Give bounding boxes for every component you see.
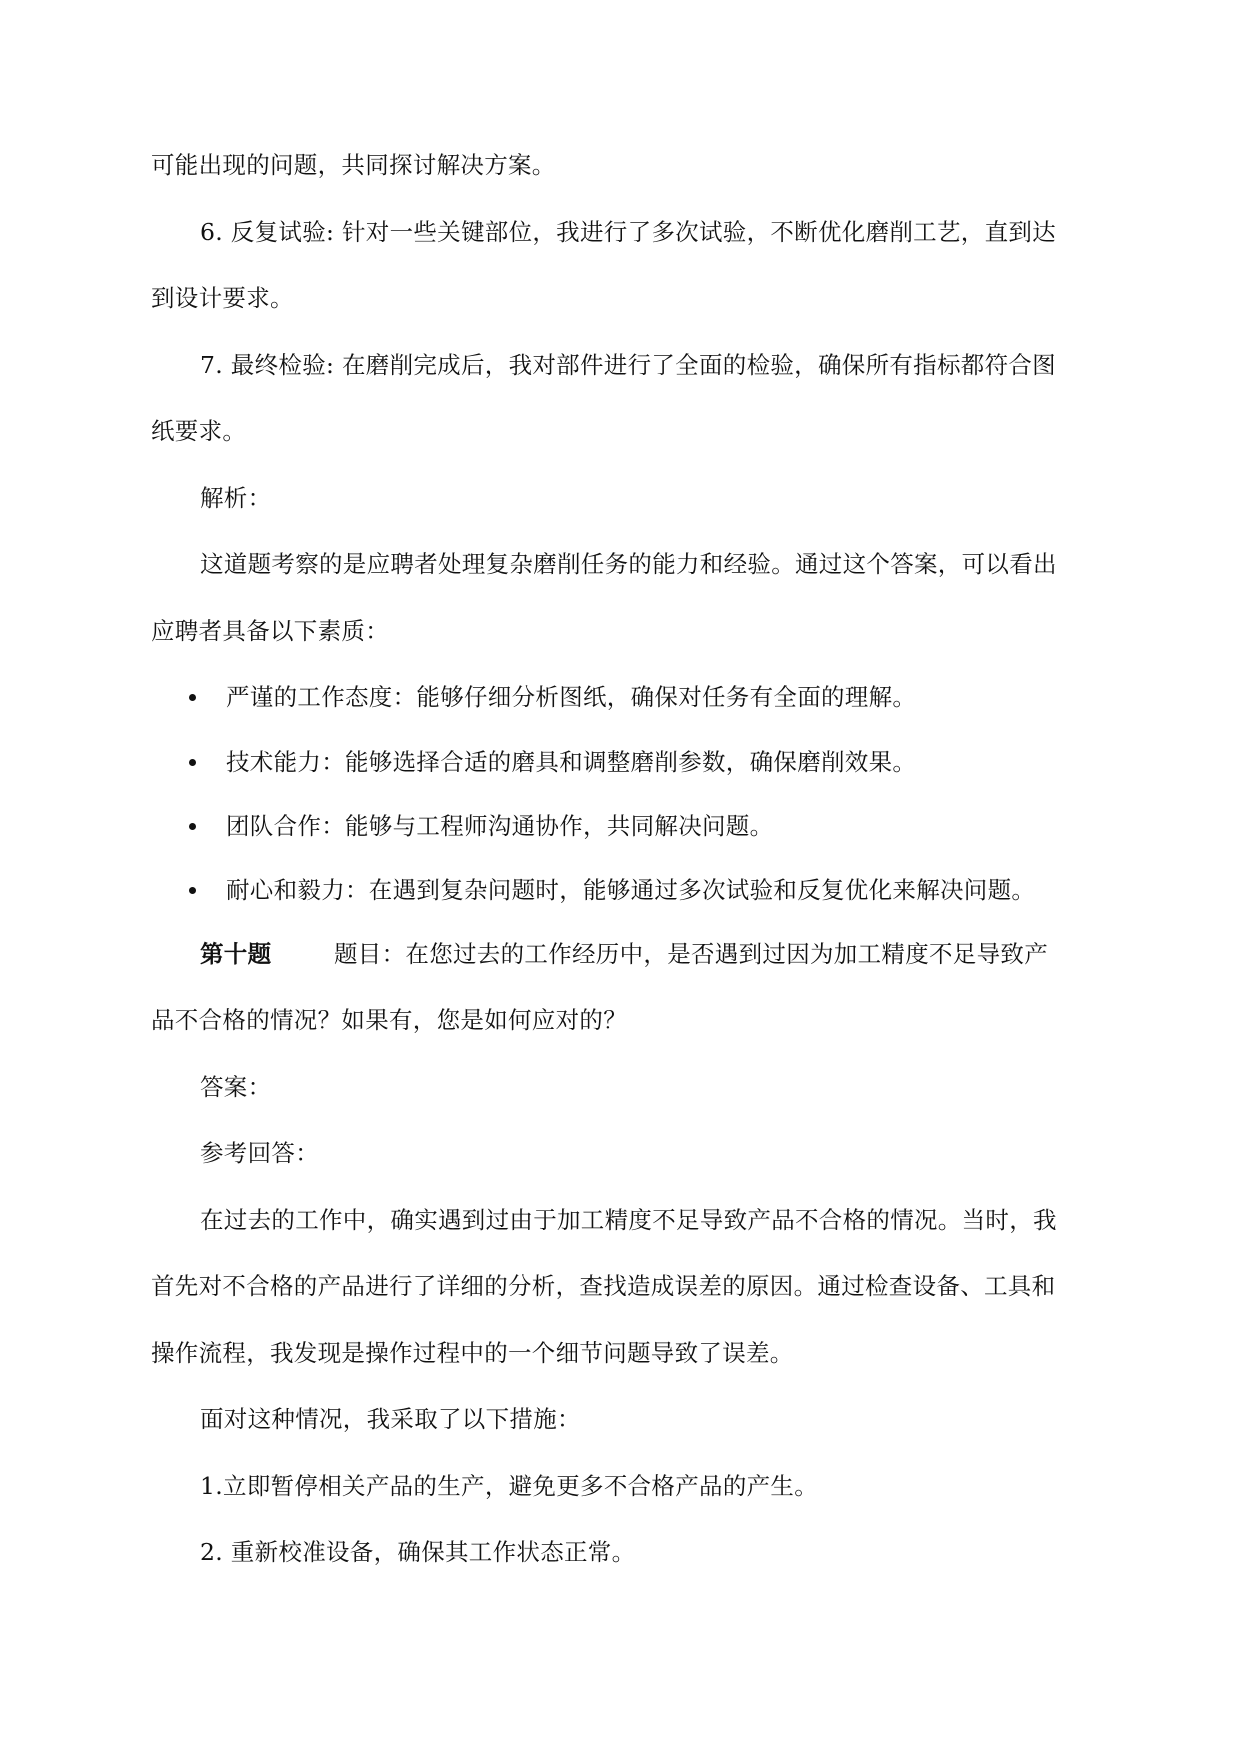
paragraph-line: 操作流程，我发现是操作过程中的一个细节问题导致了误差。 [151, 1339, 794, 1367]
measure-2-line: 2. 重新校准设备，确保其工作状态正常。 [200, 1538, 636, 1566]
paragraph-line: 纸要求。 [151, 417, 247, 445]
step-6-line: 6. 反复试验: 针对一些关键部位，我进行了多次试验，不断优化磨削工艺，直到达 [200, 218, 1056, 246]
paragraph-line: 到设计要求。 [151, 284, 294, 312]
paragraph-line: 首先对不合格的产品进行了详细的分析，查找造成误差的原因。通过检查设备、工具和 [151, 1272, 1056, 1300]
document-page [151, 0, 1095, 1754]
bullet-text: 技术能力：能够选择合适的磨具和调整磨削参数，确保磨削效果。 [226, 748, 917, 776]
paragraph-line: 面对这种情况，我采取了以下措施： [200, 1405, 581, 1433]
bullet-text: 耐心和毅力：在遇到复杂问题时，能够通过多次试验和反复优化来解决问题。 [226, 876, 1036, 904]
step-7-line: 7. 最终检验: 在磨削完成后，我对部件进行了全面的检验，确保所有指标都符合图 [200, 351, 1056, 379]
analysis-heading: 解析： [200, 484, 272, 512]
reference-answer-heading: 参考回答： [200, 1139, 319, 1167]
bullet-dot-icon [189, 887, 196, 894]
bullet-dot-icon [189, 759, 196, 766]
measure-1-line: 1.立即暂停相关产品的生产，避免更多不合格产品的产生。 [200, 1472, 819, 1500]
question-10-line [200, 939, 1048, 969]
question-text: 题目：在您过去的工作经历中，是否遇到过因为加工精度不足导致产 [334, 940, 1048, 968]
question-number: 第十题 [200, 940, 272, 968]
bullet-text: 团队合作：能够与工程师沟通协作，共同解决问题。 [226, 812, 774, 840]
paragraph-line: 应聘者具备以下素质： [151, 617, 389, 645]
bullet-dot-icon [189, 694, 196, 701]
paragraph-line: 品不合格的情况？如果有，您是如何应对的？ [151, 1006, 627, 1034]
answer-heading: 答案： [200, 1073, 272, 1101]
bullet-dot-icon [189, 823, 196, 830]
paragraph-line: 在过去的工作中，确实遇到过由于加工精度不足导致产品不合格的情况。当时，我 [200, 1206, 1057, 1234]
paragraph-line: 可能出现的问题，共同探讨解决方案。 [151, 151, 556, 179]
bullet-text: 严谨的工作态度：能够仔细分析图纸，确保对任务有全面的理解。 [226, 683, 917, 711]
paragraph-line: 这道题考察的是应聘者处理复杂磨削任务的能力和经验。通过这个答案，可以看出 [200, 550, 1057, 578]
